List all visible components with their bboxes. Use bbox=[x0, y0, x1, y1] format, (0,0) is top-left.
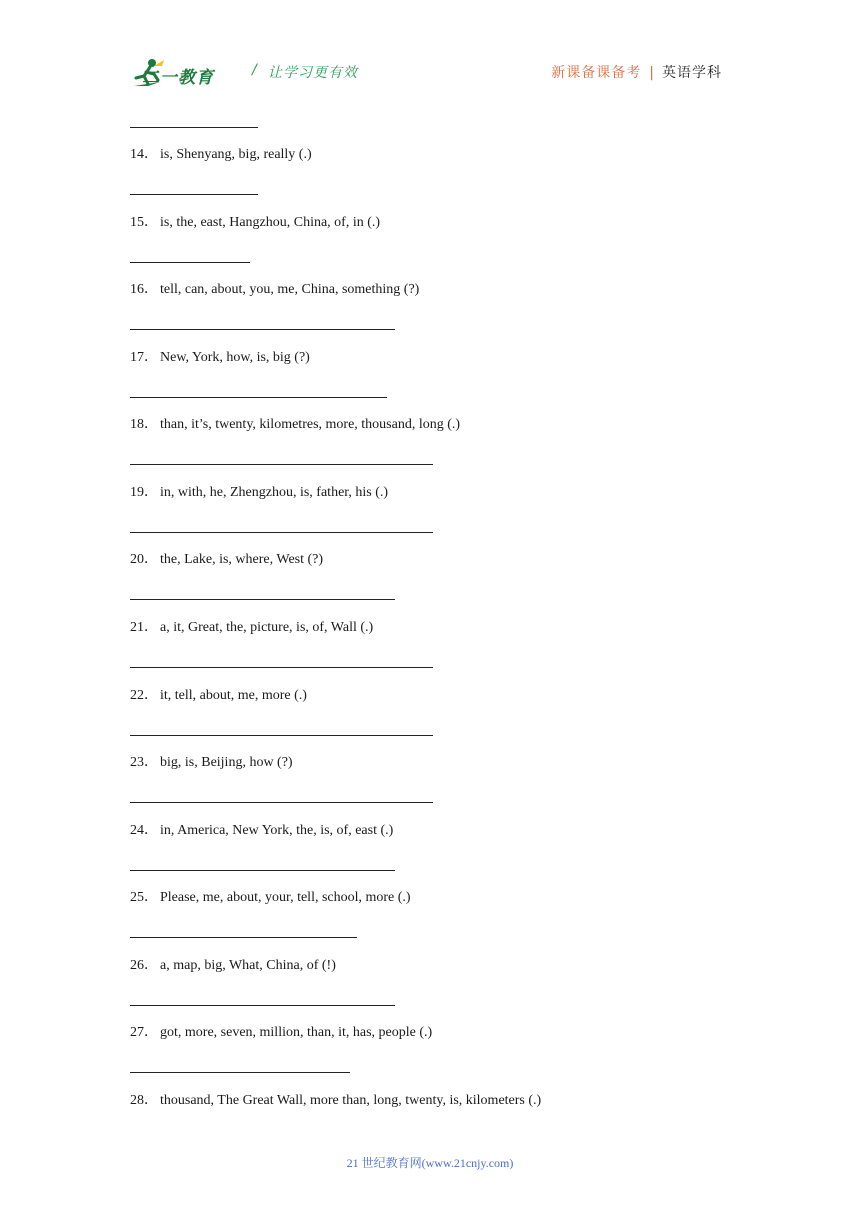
answer-line[interactable] bbox=[130, 194, 258, 195]
question-17 bbox=[130, 349, 310, 367]
question-text: in, with, he, Zhengzhou, is, father, his (.) bbox=[160, 485, 389, 500]
question-number: 21． bbox=[130, 620, 158, 635]
question-number: 24． bbox=[130, 823, 158, 838]
question-text: is, Shenyang, big, really (.) bbox=[160, 147, 312, 162]
question-16 bbox=[130, 281, 419, 299]
answer-line[interactable] bbox=[130, 870, 395, 871]
question-number: 14． bbox=[130, 147, 158, 162]
question-number: 28． bbox=[130, 1093, 158, 1108]
question-21 bbox=[130, 619, 373, 637]
answer-line[interactable] bbox=[130, 1005, 395, 1006]
answer-line[interactable] bbox=[130, 1072, 350, 1073]
slogan: 让学习更有效 bbox=[268, 65, 358, 81]
question-20 bbox=[130, 551, 323, 569]
question-text: tell, can, about, you, me, China, something (?) bbox=[160, 282, 420, 297]
question-text: New, York, how, is, big (?) bbox=[160, 350, 310, 365]
question-28 bbox=[130, 1092, 541, 1110]
question-number: 17． bbox=[130, 350, 158, 365]
question-text: got, more, seven, million, than, it, has, people (.) bbox=[160, 1025, 433, 1040]
question-number: 22． bbox=[130, 688, 158, 703]
question-27 bbox=[130, 1024, 432, 1042]
question-15 bbox=[130, 214, 380, 232]
question-number: 23． bbox=[130, 755, 158, 770]
answer-line[interactable] bbox=[130, 464, 433, 465]
question-25 bbox=[130, 889, 411, 907]
question-text: it, tell, about, me, more (.) bbox=[160, 688, 307, 703]
header-tags bbox=[551, 62, 722, 82]
header-tag-course: 新课备课备考 bbox=[551, 65, 642, 81]
answer-line[interactable] bbox=[130, 127, 258, 128]
question-text: Please, me, about, your, tell, school, more (.) bbox=[160, 890, 411, 905]
question-text: than, it’s, twenty, kilometres, more, thousand, long (.) bbox=[160, 417, 461, 432]
page-footer: 21 世纪教育网(www.21cnjy.com) bbox=[346, 1156, 514, 1170]
question-number: 26． bbox=[130, 958, 158, 973]
question-text: a, it, Great, the, picture, is, of, Wall (.) bbox=[160, 620, 374, 635]
answer-line[interactable] bbox=[130, 599, 395, 600]
question-number: 27． bbox=[130, 1025, 158, 1040]
question-number: 25． bbox=[130, 890, 158, 905]
header-divider: | bbox=[649, 65, 654, 81]
question-19 bbox=[130, 484, 388, 502]
question-text: thousand, The Great Wall, more than, long, twenty, is, kilometers (.) bbox=[160, 1093, 542, 1108]
question-22 bbox=[130, 687, 307, 705]
answer-line[interactable] bbox=[130, 735, 433, 736]
question-text: big, is, Beijing, how (?) bbox=[160, 755, 293, 770]
answer-line[interactable] bbox=[130, 937, 357, 938]
question-number: 19． bbox=[130, 485, 158, 500]
question-text: in, America, New York, the, is, of, east (.) bbox=[160, 823, 394, 838]
question-text: is, the, east, Hangzhou, China, of, in (.) bbox=[160, 215, 381, 230]
question-text: the, Lake, is, where, West (?) bbox=[160, 552, 324, 567]
answer-line[interactable] bbox=[130, 262, 250, 263]
question-number: 15． bbox=[130, 215, 158, 230]
question-number: 16． bbox=[130, 282, 158, 297]
answer-line[interactable] bbox=[130, 802, 433, 803]
answer-line[interactable] bbox=[130, 667, 433, 668]
answer-line[interactable] bbox=[130, 532, 433, 533]
question-18 bbox=[130, 416, 460, 434]
question-14 bbox=[130, 146, 312, 164]
question-number: 20． bbox=[130, 552, 158, 567]
answer-line[interactable] bbox=[130, 397, 387, 398]
page-header bbox=[0, 0, 860, 100]
question-23 bbox=[130, 754, 293, 772]
question-number: 18． bbox=[130, 417, 158, 432]
question-text: a, map, big, What, China, of (!) bbox=[160, 958, 336, 973]
question-26 bbox=[130, 957, 336, 975]
question-24 bbox=[130, 822, 393, 840]
slogan-separator: / bbox=[252, 62, 257, 78]
header-tag-subject: 英语学科 bbox=[662, 65, 722, 81]
answer-line[interactable] bbox=[130, 329, 395, 330]
logo-text: 二一教育 bbox=[142, 68, 214, 88]
